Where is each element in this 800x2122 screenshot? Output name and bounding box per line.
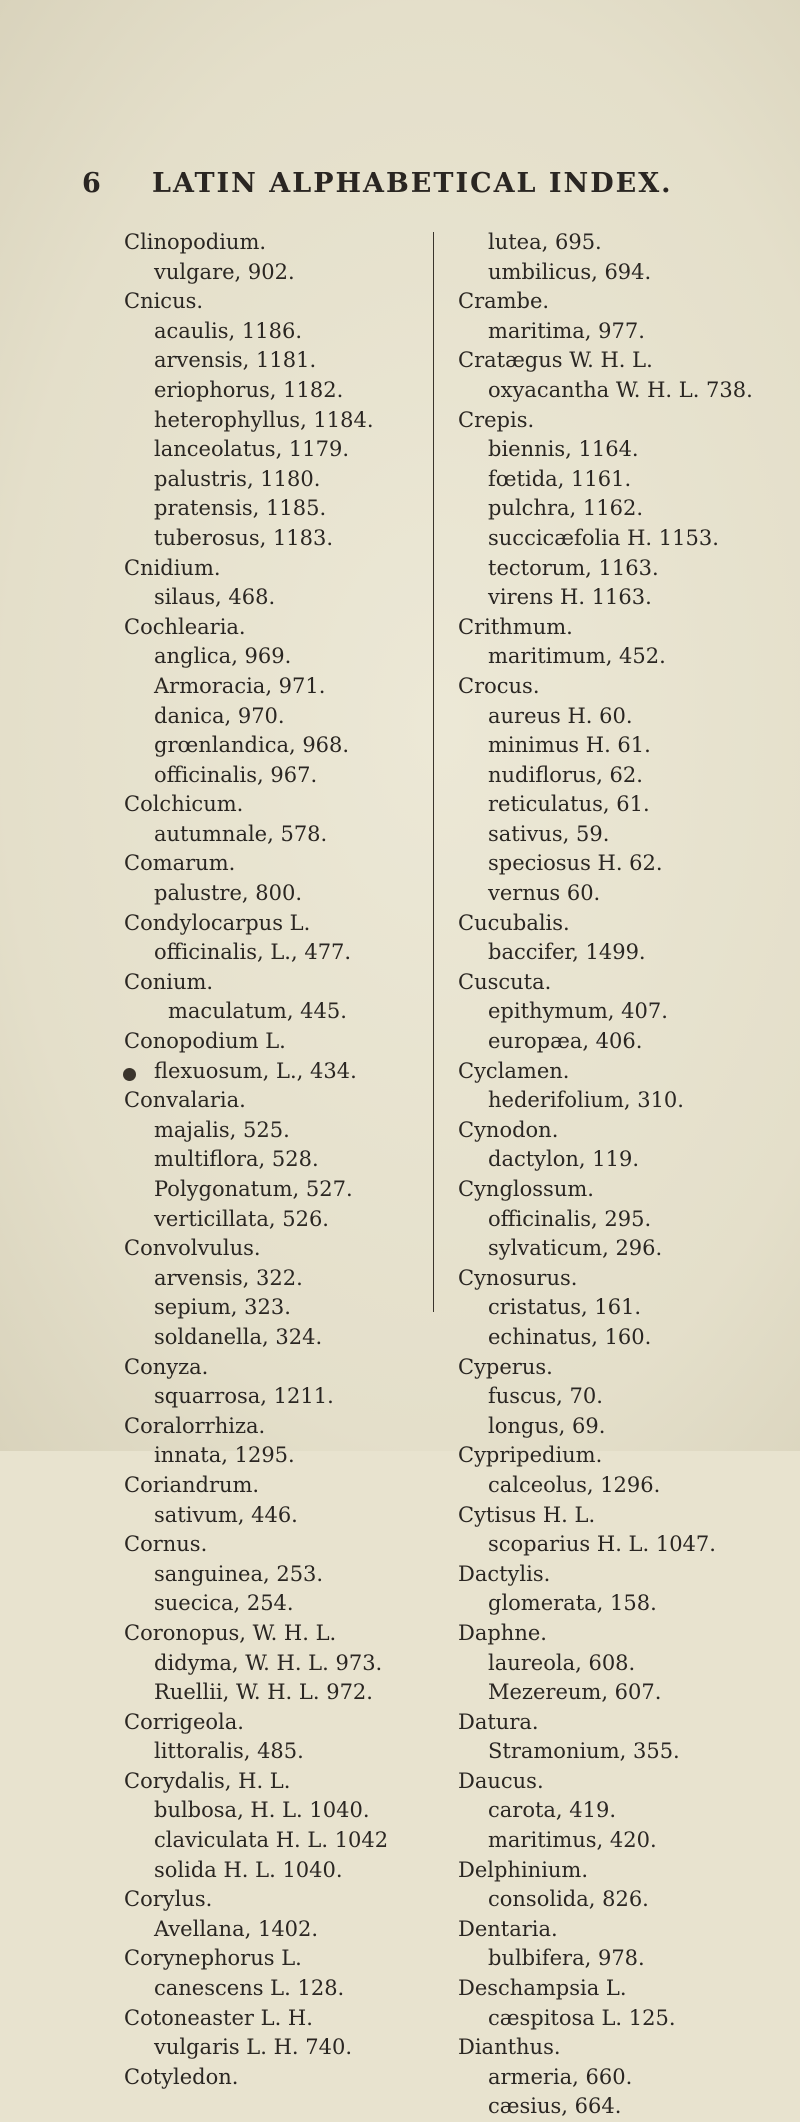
- index-species-entry: baccifer, 1499.: [488, 940, 646, 965]
- index-species-entry: claviculata H. L. 1042: [154, 1828, 389, 1853]
- index-genus-entry: Cnicus.: [124, 289, 204, 314]
- index-species-entry: Armoracia, 971.: [154, 673, 326, 698]
- index-species-entry: europæa, 406.: [488, 1029, 643, 1054]
- index-species-entry: succicæfolia H. 1153.: [488, 525, 719, 550]
- index-species-entry: danica, 970.: [154, 703, 285, 728]
- index-species-entry: palustre, 800.: [154, 881, 302, 906]
- index-species-entry: aureus H. 60.: [488, 703, 633, 728]
- index-species-entry: glomerata, 158.: [488, 1591, 657, 1616]
- index-species-entry: pulchra, 1162.: [488, 496, 643, 521]
- index-species-entry: laureola, 608.: [488, 1650, 636, 1675]
- index-genus-entry: Colchicum.: [124, 792, 244, 817]
- index-species-entry: dactylon, 119.: [488, 1147, 640, 1172]
- index-genus-entry: Conopodium L.: [124, 1029, 286, 1054]
- index-genus-entry: Crambe.: [458, 289, 550, 314]
- index-species-entry: Polygonatum, 527.: [154, 1177, 353, 1201]
- index-genus-entry: Daphne.: [458, 1620, 547, 1645]
- index-genus-entry: Corynephorus L.: [124, 1946, 302, 1971]
- index-species-entry: maritimus, 420.: [488, 1828, 657, 1853]
- index-species-entry: hederifolium, 310.: [488, 1088, 684, 1113]
- index-genus-entry: Cratægus W. H. L.: [458, 348, 653, 373]
- index-genus-entry: Deschampsia L.: [458, 1976, 627, 2001]
- index-species-entry: heterophyllus, 1184.: [154, 407, 374, 432]
- index-genus-entry: Cytisus H. L.: [458, 1502, 596, 1527]
- index-genus-entry: Convalaria.: [124, 1088, 246, 1113]
- index-genus-entry: Daucus.: [458, 1768, 544, 1793]
- index-genus-entry: Cynglossum.: [458, 1177, 594, 1201]
- index-genus-entry: Delphinium.: [458, 1857, 589, 1882]
- index-species-entry: anglica, 969.: [154, 644, 292, 669]
- index-species-entry: tuberosus, 1183.: [154, 525, 334, 550]
- index-species-entry: calceolus, 1296.: [488, 1472, 661, 1497]
- index-genus-entry: Dentaria.: [458, 1916, 558, 1941]
- index-genus-entry: Cuscuta.: [458, 969, 552, 994]
- index-species-entry: echinatus, 160.: [488, 1324, 652, 1349]
- index-species-entry: sativus, 59.: [488, 821, 610, 846]
- index-species-entry: biennis, 1164.: [488, 437, 639, 462]
- index-species-entry: cæspitosa L. 125.: [488, 2005, 676, 2030]
- index-species-entry: innata, 1295.: [154, 1443, 295, 1468]
- index-species-entry: cristatus, 161.: [488, 1295, 642, 1320]
- index-genus-entry: Cochlearia.: [124, 614, 246, 639]
- index-species-entry: pratensis, 1185.: [154, 496, 327, 521]
- index-genus-entry: Cyperus.: [458, 1354, 553, 1379]
- index-species-entry: grœnlandica, 968.: [154, 733, 350, 758]
- index-species-entry: lutea, 695.: [488, 230, 602, 254]
- index-genus-entry: Corylus.: [124, 1887, 213, 1912]
- page-title: LATIN ALPHABETICAL INDEX.: [152, 168, 673, 199]
- index-species-entry: sativum, 446.: [154, 1502, 298, 1527]
- index-species-entry: carota, 419.: [488, 1798, 617, 1823]
- index-species-entry: Mezereum, 607.: [488, 1680, 662, 1705]
- index-species-entry: maculatum, 445.: [168, 999, 347, 1024]
- index-species-entry: Avellana, 1402.: [154, 1916, 319, 1941]
- index-species-entry: canescens L. 128.: [154, 1976, 345, 2001]
- index-species-entry: sylvaticum, 296.: [488, 1236, 663, 1261]
- index-genus-entry: Crepis.: [458, 407, 535, 432]
- index-genus-entry: Clinopodium.: [124, 230, 267, 254]
- index-species-entry: officinalis, 967.: [154, 762, 318, 787]
- index-genus-entry: Crocus.: [458, 673, 540, 698]
- index-species-entry: flexuosum, L., 434.: [154, 1058, 357, 1083]
- index-genus-entry: Cnidium.: [124, 555, 221, 580]
- index-species-entry: majalis, 525.: [154, 1117, 290, 1142]
- index-species-entry: fuscus, 70.: [488, 1384, 603, 1409]
- index-species-entry: umbilicus, 694.: [488, 259, 652, 284]
- index-species-entry: consolida, 826.: [488, 1887, 649, 1912]
- index-genus-entry: Cotyledon.: [124, 2064, 239, 2089]
- index-genus-entry: Cynodon.: [458, 1117, 559, 1142]
- index-species-entry: maritimum, 452.: [488, 644, 666, 669]
- index-species-entry: squarrosa, 1211.: [154, 1384, 334, 1409]
- index-species-entry: maritima, 977.: [488, 318, 645, 343]
- margin-mark: [123, 1068, 136, 1081]
- index-species-entry: vulgaris L. H. 740.: [154, 2035, 352, 2060]
- index-species-entry: virens H. 1163.: [488, 585, 652, 610]
- index-species-entry: officinalis, L., 477.: [154, 940, 352, 965]
- index-species-entry: didyma, W. H. L. 973.: [154, 1650, 383, 1675]
- index-species-entry: speciosus H. 62.: [488, 851, 663, 876]
- index-species-entry: armeria, 660.: [488, 2064, 633, 2089]
- index-species-entry: oxyacantha W. H. L. 738.: [488, 377, 753, 402]
- index-species-entry: vernus 60.: [488, 881, 601, 906]
- right-index-column: [458, 228, 798, 2122]
- index-genus-entry: Comarum.: [124, 851, 236, 876]
- index-species-entry: epithymum, 407.: [488, 999, 668, 1024]
- index-genus-entry: Dianthus.: [458, 2035, 561, 2060]
- index-species-entry: minimus H. 61.: [488, 733, 651, 758]
- index-species-entry: cæsius, 664.: [488, 2094, 622, 2119]
- index-species-entry: officinalis, 295.: [488, 1206, 652, 1231]
- index-genus-entry: Convolvulus.: [124, 1236, 261, 1261]
- index-species-entry: reticulatus, 61.: [488, 792, 650, 817]
- index-species-entry: scoparius H. L. 1047.: [488, 1532, 716, 1557]
- index-genus-entry: Corrigeola.: [124, 1709, 244, 1734]
- column-divider: [433, 232, 434, 1312]
- index-genus-entry: Datura.: [458, 1709, 539, 1734]
- index-species-entry: silaus, 468.: [154, 585, 276, 610]
- index-genus-entry: Corydalis, H. L.: [124, 1768, 291, 1793]
- index-species-entry: arvensis, 322.: [154, 1265, 303, 1290]
- index-species-entry: bulbosa, H. L. 1040.: [154, 1798, 370, 1823]
- index-genus-entry: Coronopus, W. H. L.: [124, 1620, 337, 1645]
- index-species-entry: arvensis, 1181.: [154, 348, 317, 373]
- index-genus-entry: Cucubalis.: [458, 910, 570, 935]
- index-species-entry: vulgare, 902.: [154, 259, 295, 284]
- index-genus-entry: Crithmum.: [458, 614, 573, 639]
- index-species-entry: fœtida, 1161.: [488, 466, 632, 491]
- index-species-entry: multiflora, 528.: [154, 1147, 319, 1172]
- index-species-entry: sepium, 323.: [154, 1295, 291, 1320]
- index-species-entry: acaulis, 1186.: [154, 318, 303, 343]
- index-genus-entry: Coriandrum.: [124, 1472, 260, 1497]
- index-genus-entry: Conium.: [124, 969, 214, 994]
- index-species-entry: eriophorus, 1182.: [154, 377, 344, 402]
- index-genus-entry: Dactylis.: [458, 1561, 551, 1586]
- index-genus-entry: Cornus.: [124, 1532, 208, 1557]
- index-species-entry: lanceolatus, 1179.: [154, 437, 350, 462]
- index-species-entry: nudiflorus, 62.: [488, 762, 643, 787]
- index-species-entry: longus, 69.: [488, 1413, 606, 1438]
- index-species-entry: sanguinea, 253.: [154, 1561, 324, 1586]
- index-genus-entry: Condylocarpus L.: [124, 910, 311, 935]
- index-species-entry: littoralis, 485.: [154, 1739, 304, 1764]
- index-genus-entry: Cynosurus.: [458, 1265, 578, 1290]
- index-genus-entry: Conyza.: [124, 1354, 209, 1379]
- index-species-entry: bulbifera, 978.: [488, 1946, 645, 1971]
- index-species-entry: solida H. L. 1040.: [154, 1857, 343, 1882]
- index-genus-entry: Cyclamen.: [458, 1058, 570, 1083]
- index-genus-entry: Cypripedium.: [458, 1443, 603, 1468]
- index-species-entry: autumnale, 578.: [154, 821, 328, 846]
- index-species-entry: tectorum, 1163.: [488, 555, 659, 580]
- index-genus-entry: Coralorrhiza.: [124, 1413, 266, 1438]
- index-species-entry: palustris, 1180.: [154, 466, 321, 491]
- index-species-entry: Ruellii, W. H. L. 972.: [154, 1680, 373, 1705]
- index-species-entry: Stramonium, 355.: [488, 1739, 680, 1764]
- left-index-column: [124, 228, 424, 2092]
- page-number: 6: [82, 168, 103, 199]
- index-species-entry: suecica, 254.: [154, 1591, 294, 1616]
- index-species-entry: verticillata, 526.: [154, 1206, 329, 1231]
- index-species-entry: soldanella, 324.: [154, 1324, 323, 1349]
- index-genus-entry: Cotoneaster L. H.: [124, 2005, 313, 2030]
